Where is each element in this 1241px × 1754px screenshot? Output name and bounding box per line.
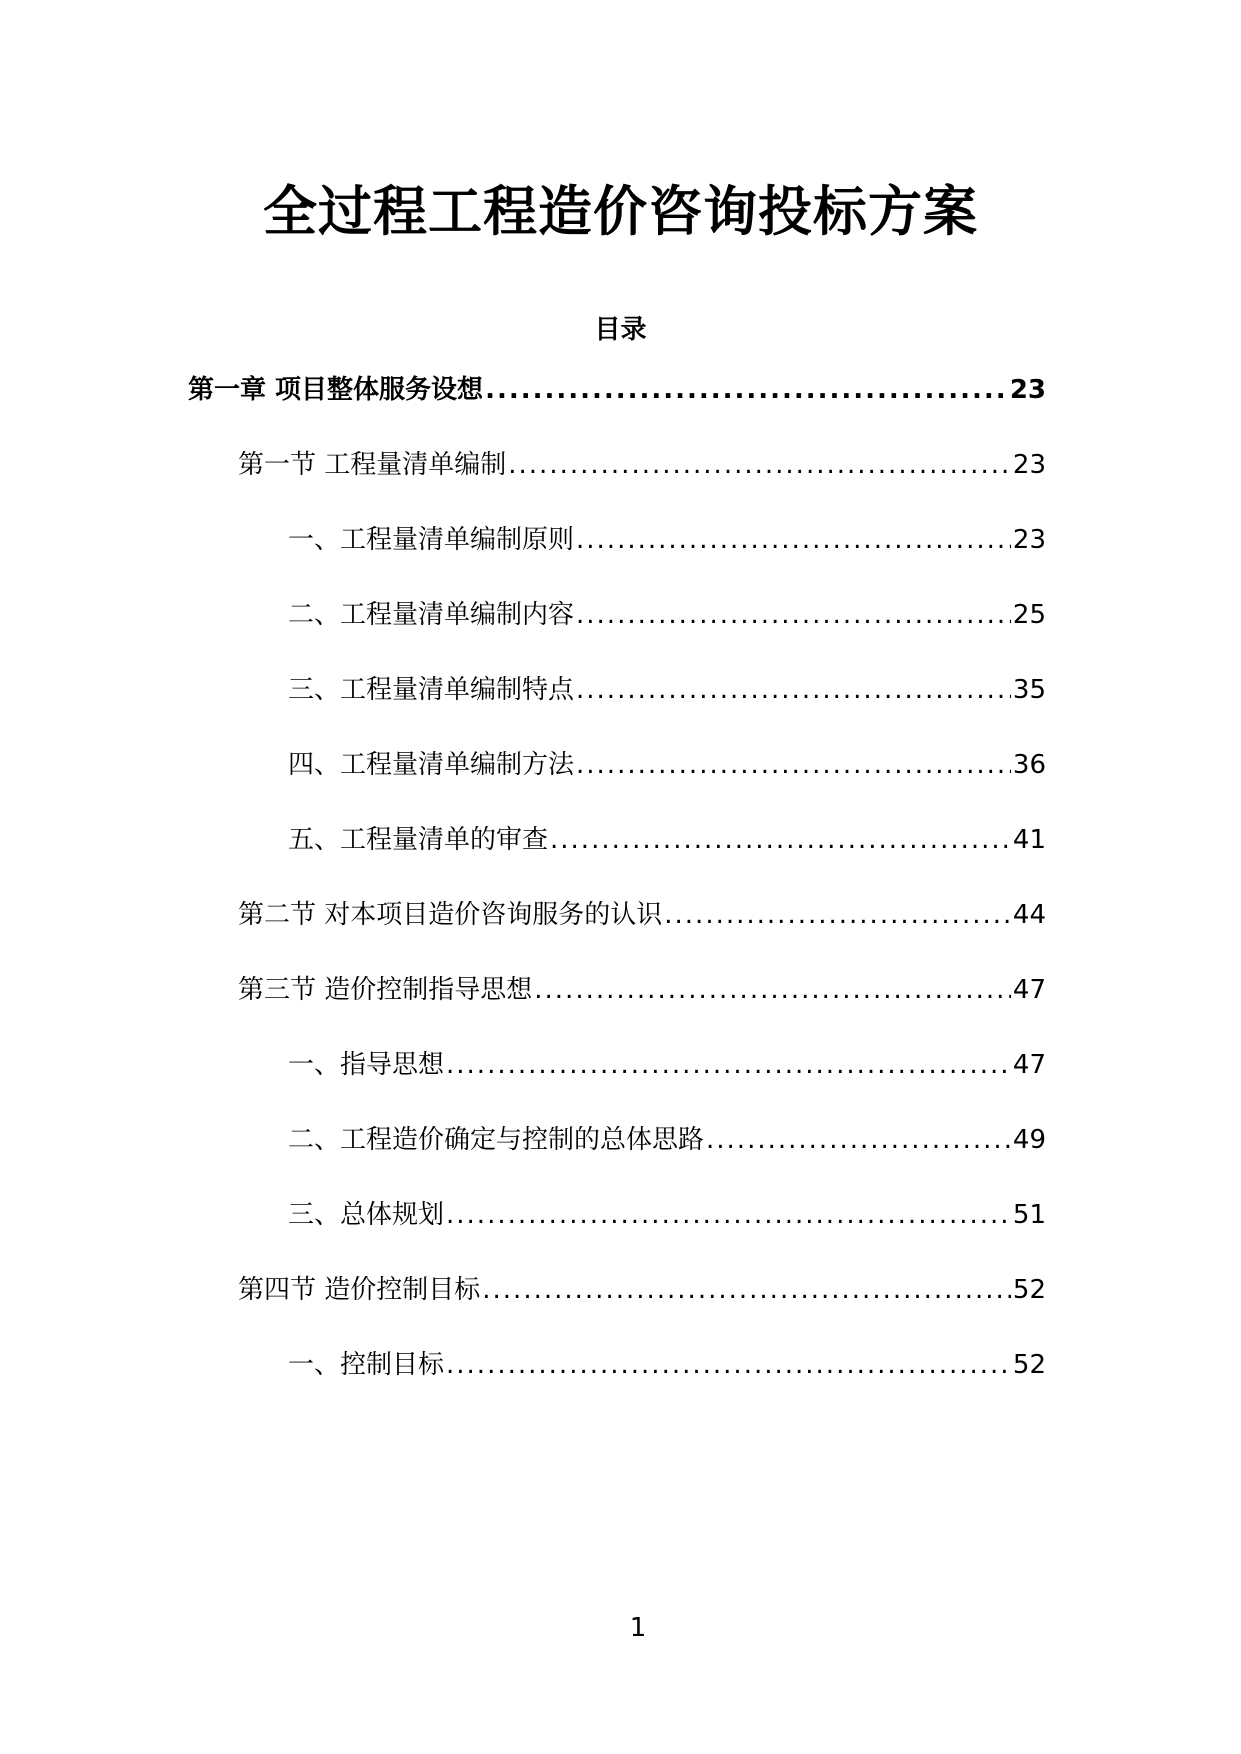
toc-entry-page: 44 xyxy=(1012,900,1046,930)
toc-entry-title: 四、工程量清单编制方法 xyxy=(288,750,575,780)
toc-entry-title: 第二节 对本项目造价咨询服务的认识 xyxy=(238,900,663,930)
toc-entry-title: 五、工程量清单的审查 xyxy=(288,825,549,855)
toc-entry-title: 第三节 造价控制指导思想 xyxy=(238,975,533,1005)
toc-entry-title: 第一节 工程量清单编制 xyxy=(238,450,507,480)
toc-entry-page: 52 xyxy=(1012,1275,1046,1305)
document-title: 全过程工程造价咨询投标方案 xyxy=(263,180,978,243)
toc-entry[interactable] xyxy=(188,370,1046,410)
toc-entry[interactable] xyxy=(288,1045,1046,1085)
toc-entry-title: 第四节 造价控制目标 xyxy=(238,1275,481,1305)
toc-entry-title: 一、工程量清单编制原则 xyxy=(288,525,575,555)
toc-entry[interactable] xyxy=(288,1120,1046,1160)
toc-entry[interactable] xyxy=(288,595,1046,635)
toc-entry[interactable] xyxy=(288,1195,1046,1235)
toc-entry-page: 47 xyxy=(1012,1050,1046,1080)
toc-entry-page: 23 xyxy=(1009,375,1046,405)
toc-entry[interactable] xyxy=(288,1345,1046,1385)
dot-leader xyxy=(485,370,1008,410)
dot-leader xyxy=(446,1195,1011,1235)
dot-leader xyxy=(534,970,1011,1010)
toc-entry-page: 35 xyxy=(1012,675,1046,705)
toc-entry[interactable] xyxy=(288,520,1046,560)
toc-entry-title: 第一章 项目整体服务设想 xyxy=(188,375,484,405)
dot-leader xyxy=(576,520,1011,560)
dot-leader xyxy=(664,895,1011,935)
toc-entry-page: 52 xyxy=(1012,1350,1046,1380)
page-number: 1 xyxy=(629,1613,647,1643)
toc-entry-title: 一、控制目标 xyxy=(288,1350,445,1380)
toc-entry-page: 41 xyxy=(1012,825,1046,855)
toc-entry[interactable] xyxy=(238,1270,1046,1310)
dot-leader xyxy=(482,1270,1011,1310)
toc-heading: 目录 xyxy=(594,315,647,345)
toc-entry-title: 二、工程量清单编制内容 xyxy=(288,600,575,630)
toc-entry-page: 23 xyxy=(1012,525,1046,555)
toc-entry-page: 25 xyxy=(1012,600,1046,630)
dot-leader xyxy=(576,595,1011,635)
dot-leader xyxy=(446,1045,1011,1085)
dot-leader xyxy=(576,670,1011,710)
toc-entry[interactable] xyxy=(288,670,1046,710)
toc-entry-title: 三、工程量清单编制特点 xyxy=(288,675,575,705)
toc-entry[interactable] xyxy=(238,970,1046,1010)
dot-leader xyxy=(576,745,1011,785)
toc-entry-title: 二、工程造价确定与控制的总体思路 xyxy=(288,1125,705,1155)
dot-leader xyxy=(550,820,1011,860)
dot-leader xyxy=(446,1345,1011,1385)
toc-entry-title: 一、指导思想 xyxy=(288,1050,445,1080)
toc-entry[interactable] xyxy=(238,445,1046,485)
toc-entry[interactable] xyxy=(288,745,1046,785)
dot-leader xyxy=(508,445,1011,485)
dot-leader xyxy=(706,1120,1011,1160)
toc-entry-page: 49 xyxy=(1012,1125,1046,1155)
toc-entry[interactable] xyxy=(288,820,1046,860)
toc-entry-title: 三、总体规划 xyxy=(288,1200,445,1230)
toc-entry-page: 36 xyxy=(1012,750,1046,780)
toc-entry-page: 23 xyxy=(1012,450,1046,480)
toc-entry-page: 51 xyxy=(1012,1200,1046,1230)
toc-entry[interactable] xyxy=(238,895,1046,935)
toc-entry-page: 47 xyxy=(1012,975,1046,1005)
